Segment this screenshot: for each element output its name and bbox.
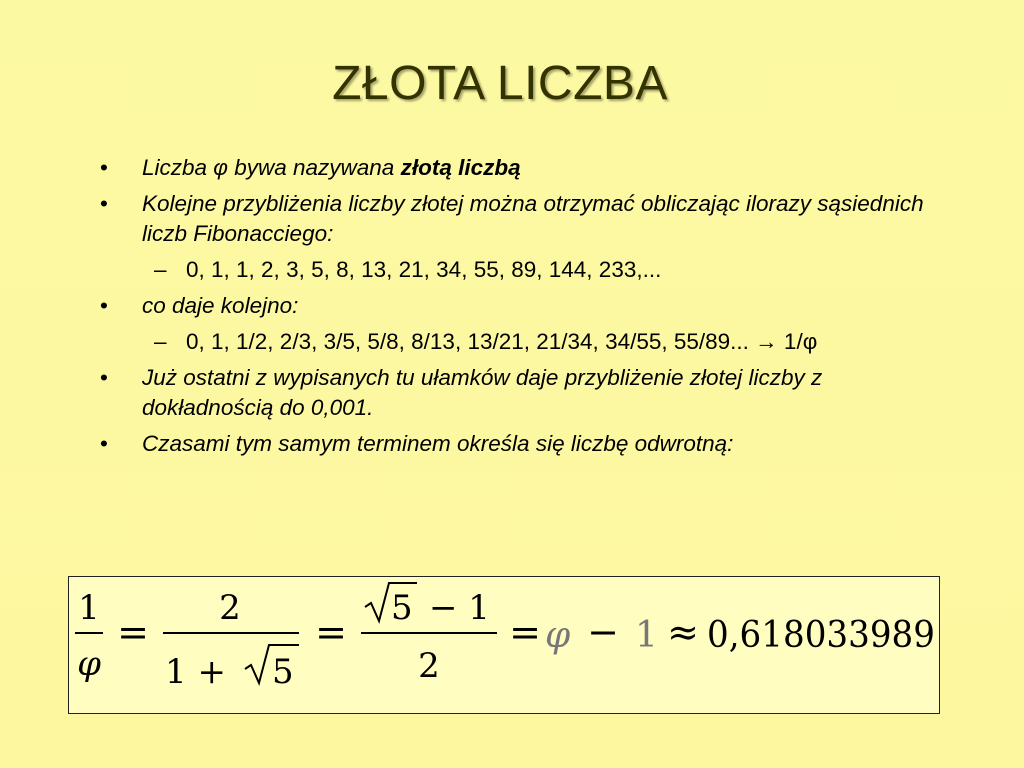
list-item-bold-text: złotą liczbą (400, 155, 521, 180)
approx-sign: ≈ (667, 610, 699, 654)
fraction-3-radicand: 5 (391, 588, 413, 628)
minus-sign: − (587, 610, 619, 654)
fraction-1-denominator: φ (77, 644, 101, 684)
list-item (100, 189, 930, 249)
bullet-icon: • (100, 155, 108, 180)
equals-sign: = (117, 610, 149, 654)
fraction-1-numerator: 1 (78, 588, 100, 628)
bullet-list (100, 153, 930, 459)
golden-ratio-formula (69, 577, 939, 713)
fraction-3-numerator-text: − 1 (429, 588, 490, 628)
list-item (100, 429, 930, 459)
list-subitem (100, 327, 930, 357)
list-item-text: co daje kolejno: (142, 293, 299, 318)
fraction-2-numerator: 2 (219, 588, 241, 628)
list-item-text: Liczba φ bywa nazywana (142, 155, 401, 180)
bullet-icon: • (100, 431, 108, 456)
fraction-2-radicand: 5 (272, 652, 294, 692)
list-subitem (100, 255, 930, 285)
bullet-icon: • (100, 191, 108, 216)
slide-title: ZŁOTA LICZBA (332, 57, 668, 110)
list-subitem-text: 0, 1, 1/2, 2/3, 3/5, 5/8, 8/13, 13/21, 21/34, 34/55, 55/89... → 1/φ (186, 329, 818, 354)
list-item (100, 153, 930, 183)
one-value: 1 (635, 615, 658, 656)
list-subitem-text: 0, 1, 1, 2, 3, 5, 8, 13, 21, 34, 55, 89, 144, 233,... (186, 257, 662, 282)
list-item-text: Czasami tym samym terminem określa się liczbę odwrotną: (142, 431, 734, 456)
bullet-icon: • (100, 365, 108, 390)
list-item-text: Już ostatni z wypisanych tu ułamków daje przybliżenie złotej liczby z dokładnością do 0,001. (142, 365, 823, 420)
fraction-2-denominator-text: 1 + (165, 652, 226, 692)
equals-sign: = (315, 610, 347, 654)
dash-icon: – (154, 329, 167, 354)
list-item (100, 363, 930, 423)
fraction-3-denominator: 2 (418, 646, 440, 686)
list-item (100, 291, 930, 321)
equals-sign: = (509, 610, 541, 654)
formula-box (68, 576, 940, 714)
list-item-text: Kolejne przybliżenia liczby złotej można otrzymać obliczając ilorazy sąsiednich liczb Fibonacciego: (142, 191, 924, 246)
dash-icon: – (154, 257, 167, 282)
formula-value: 0,618033989 (707, 615, 935, 656)
bullet-icon: • (100, 293, 108, 318)
phi-symbol: φ (545, 615, 571, 656)
